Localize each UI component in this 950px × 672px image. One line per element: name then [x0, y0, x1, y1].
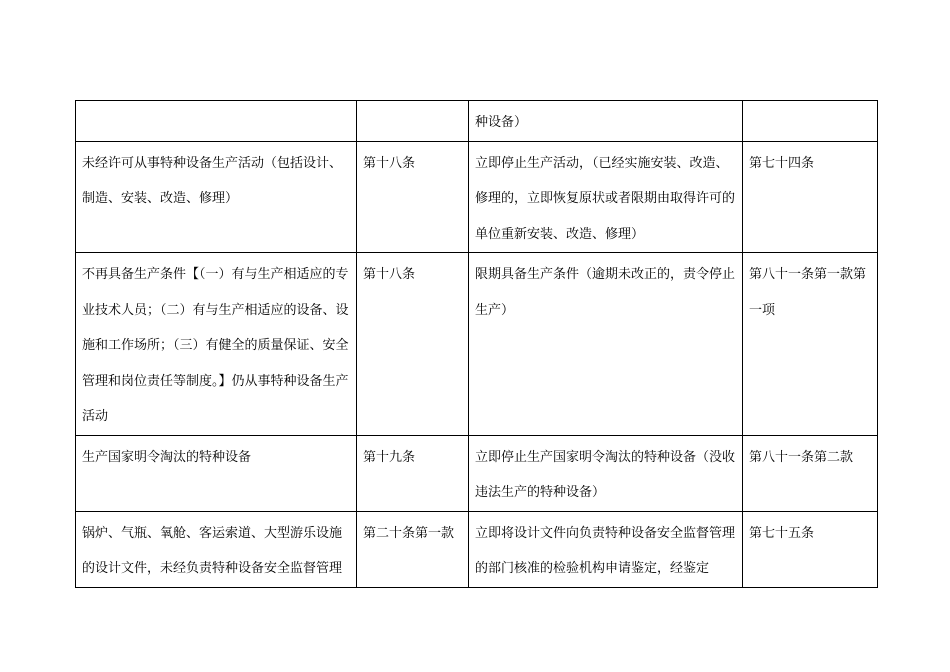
article-cell — [357, 435, 469, 511]
violation-cell — [76, 511, 357, 587]
penalty-cell — [743, 511, 878, 587]
violation-text: 未经许可从事特种设备生产活动（包括设计、制造、安装、改造、修理） — [82, 155, 343, 206]
article-cell — [357, 101, 469, 142]
violation-cell — [76, 435, 357, 511]
penalty-text: 第八十一条第二款 — [749, 449, 854, 465]
article-text: 第十九条 — [363, 449, 416, 465]
penalty-cell — [743, 101, 878, 142]
table-row — [76, 101, 878, 142]
penalty-cell — [743, 435, 878, 511]
penalty-cell — [743, 253, 878, 436]
measure-cell — [469, 101, 743, 142]
article-cell — [357, 253, 469, 436]
article-cell — [357, 511, 469, 587]
penalty-text: 第七十五条 — [749, 525, 815, 541]
measure-text: 立即停止生产活动，（已经实施安装、改造、修理的，立即恢复原状或者限期由取得许可的单位重新安装、改造、修理） — [475, 155, 736, 242]
measure-cell — [469, 435, 743, 511]
article-text: 第十八条 — [363, 267, 416, 282]
table-row — [76, 511, 878, 587]
violation-cell — [76, 101, 357, 142]
penalty-text: 第七十四条 — [749, 155, 815, 171]
measure-cell — [469, 253, 743, 436]
article-text: 第二十条第一款 — [363, 525, 455, 541]
violation-penalty-table — [75, 100, 878, 588]
article-cell — [357, 141, 469, 253]
article-text: 第十八条 — [363, 155, 416, 171]
violation-text: 锅炉、气瓶、氧舱、客运索道、大型游乐设施的设计文件，未经负责特种设备安全监督管理 — [82, 525, 343, 576]
table-row — [76, 141, 878, 253]
measure-text: 限期具备生产条件（逾期未改正的，责令停止生产） — [475, 267, 736, 318]
violation-text: 生产国家明令淘汰的特种设备 — [82, 449, 252, 465]
violation-text: 不再具备生产条件【（一）有与生产相适应的专业技术人员；（二）有与生产相适应的设备、设施和工作场所；（三）有健全的质量保证、安全管理和岗位责任等制度。】仍从事特种设备生产活动 — [82, 267, 349, 424]
measure-cell — [469, 511, 743, 587]
table-row — [76, 253, 878, 436]
violation-cell — [76, 253, 357, 436]
penalty-cell — [743, 141, 878, 253]
penalty-text: 第八十一条第一款第一项 — [749, 267, 867, 318]
table-row — [76, 435, 878, 511]
measure-text: 种设备） — [475, 115, 528, 130]
violation-cell — [76, 141, 357, 253]
measure-cell — [469, 141, 743, 253]
measure-text: 立即将设计文件向负责特种设备安全监督管理的部门核准的检验机构申请鉴定，经鉴定 — [475, 525, 736, 576]
measure-text: 立即停止生产国家明令淘汰的特种设备（没收违法生产的特种设备） — [475, 449, 736, 500]
